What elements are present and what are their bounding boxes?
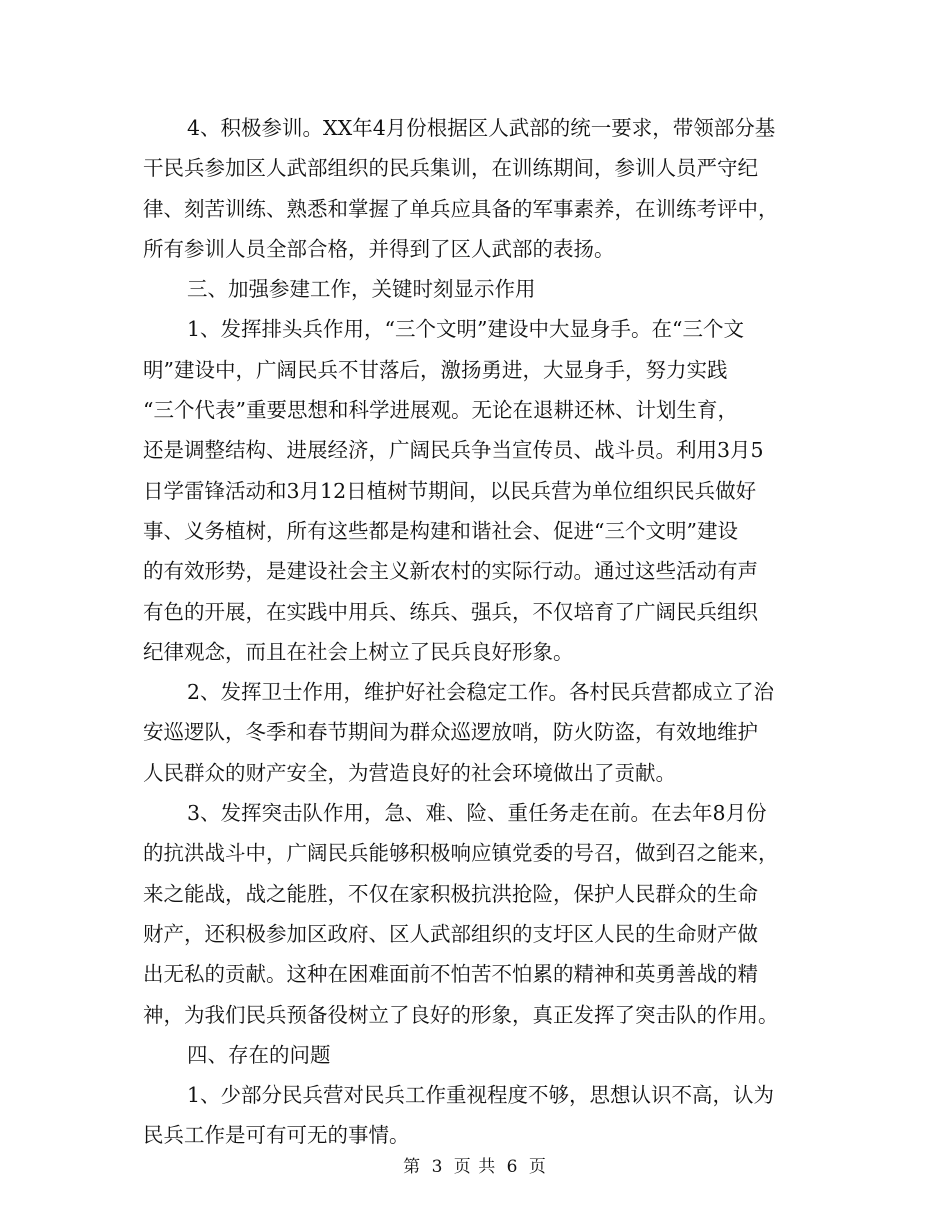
- page-footer: [0, 1152, 950, 1177]
- paragraph-line: 出无私的贡献。这种在困难面前不怕苦不怕累的精神和英勇善战的精: [143, 962, 758, 987]
- page-total: 6: [506, 1157, 519, 1177]
- paragraph-line: 纪律观念，而且在社会上树立了民兵良好形象。: [143, 639, 574, 664]
- paragraph-line: 民兵工作是可有可无的事情。: [143, 1123, 410, 1148]
- paragraph-line: 所有参训人员全部合格，并得到了区人武部的表扬。: [143, 236, 615, 261]
- paragraph-line: 明”建设中，广阔民兵不甘落后，激扬勇进，大显身手，努力实践: [143, 357, 728, 382]
- paragraph-line: 干民兵参加区人武部组织的民兵集训，在训练期间，参训人员严守纪: [143, 156, 758, 181]
- paragraph-line: 日学雷锋活动和3月12日植树节期间，以民兵营为单位组织民兵做好: [143, 478, 757, 503]
- paragraph-line: 4、积极参训。XX年4月份根据区人武部的统一要求，带领部分基: [187, 116, 776, 140]
- paragraph-line: 人民群众的财产安全，为营造良好的社会环境做出了贡献。: [143, 760, 676, 785]
- footer-middle: 页 共: [453, 1157, 497, 1177]
- paragraph-line: 律、刻苦训练、熟悉和掌握了单兵应具备的军事素养，在训练考评中，: [143, 196, 779, 221]
- document-body: [143, 108, 810, 1156]
- paragraph-line: 2、发挥卫士作用，维护好社会稳定工作。各村民兵营都成立了治: [187, 680, 775, 705]
- footer-suffix: 页: [528, 1157, 547, 1177]
- paragraph-line: 3、发挥突击队作用，急、难、险、重任务走在前。在去年8月份: [187, 801, 767, 826]
- paragraph-line: 1、少部分民兵营对民兵工作重视程度不够，思想认识不高，认为: [187, 1083, 775, 1108]
- paragraph-line: 还是调整结构、进展经济，广阔民兵争当宣传员、战斗员。利用3月5: [143, 438, 764, 463]
- section-heading: 三、加强参建工作，关键时刻显示作用: [187, 277, 536, 302]
- paragraph-line: 神，为我们民兵预备役树立了良好的形象，真正发挥了突击队的作用。: [143, 1002, 779, 1027]
- paragraph-line: “三个代表”重要思想和科学进展观。无论在退耕还林、计划生育，: [143, 398, 738, 423]
- section-heading: 四、存在的问题: [187, 1042, 331, 1067]
- paragraph-line: 的抗洪战斗中，广阔民兵能够积极响应镇党委的号召，做到召之能来，: [143, 841, 779, 866]
- paragraph-line: 的有效形势，是建设社会主义新农村的实际行动。通过这些活动有声: [143, 559, 758, 584]
- paragraph-line: 财产，还积极参加区政府、区人武部组织的支圩区人民的生命财产做: [143, 921, 758, 946]
- paragraph-line: 安巡逻队，冬季和春节期间为群众巡逻放哨，防火防盗，有效地维护: [143, 720, 758, 745]
- page-number: 3: [431, 1157, 444, 1177]
- paragraph-line: 事、义务植树，所有这些都是构建和谐社会、促进“三个文明”建设: [143, 518, 738, 543]
- footer-prefix: 第: [403, 1157, 422, 1177]
- paragraph-line: 有色的开展，在实践中用兵、练兵、强兵，不仅培育了广阔民兵组织: [143, 599, 758, 624]
- paragraph-line: 1、发挥排头兵作用，“三个文明”建设中大显身手。在“三个文: [187, 317, 744, 342]
- paragraph-line: 来之能战，战之能胜，不仅在家积极抗洪抢险，保护人民群众的生命: [143, 881, 758, 906]
